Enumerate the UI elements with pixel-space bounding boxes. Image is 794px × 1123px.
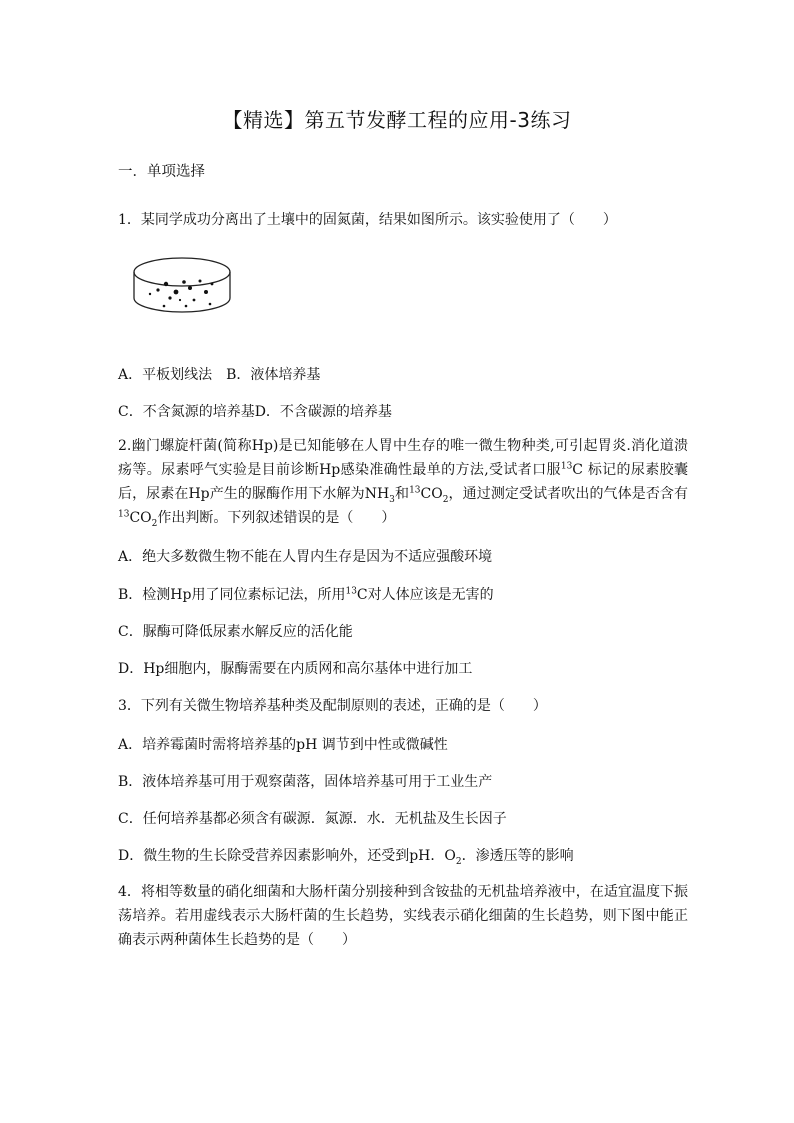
q2-option-b-text-2: C对人体应该是无害的	[356, 587, 494, 603]
q2-option-b	[118, 584, 494, 604]
q1-stem: 1．某同学成功分离出了土壤中的固氮菌，结果如图所示。该实验使用了（ ）	[118, 212, 617, 228]
q3-option-d-text: D．微生物的生长除受营养因素影响外，还受到pH．O	[118, 848, 456, 864]
dish-rim-top	[134, 258, 230, 286]
q3-option-d-sub: 2	[455, 856, 462, 867]
q1-option-ab: A．平板划线法 B．液体培养基	[118, 367, 321, 383]
q3-stem: 3．下列有关微生物培养基种类及配制原则的表述，正确的是（ ）	[118, 698, 547, 714]
q2-sub-2: 2	[442, 494, 449, 505]
q2-sup-1: 13	[560, 461, 573, 472]
q2-stem-text-3: 和	[394, 486, 410, 502]
q4-stem: 4．将相等数量的硝化细菌和大肠杆菌分别接种到含铵盐的无机盐培养液中，在适宜温度下振荡培养。若用虚线表示大肠杆菌的生长趋势，实线表示硝化细菌的生长趋势，则下图中能正确表示两种菌体生长趋势的是（ ）	[118, 884, 688, 948]
q1-option-cd: C．不含氮源的培养基D．不含碳源的培养基	[118, 404, 392, 420]
q2-stem-text-7: 作出判断。下列叙述错误的是（ ）	[157, 510, 396, 526]
q3-option-b: B．液体培养基可用于观察菌落，固体培养基可用于工业生产	[118, 774, 493, 790]
petri-dish-figure	[130, 254, 234, 322]
q2-option-d: D．Hp细胞内，脲酶需要在内质网和高尔基体中进行加工	[118, 661, 473, 677]
q2-option-c: C．脲酶可降低尿素水解反应的活化能	[118, 624, 353, 640]
page-title: 【精选】第五节发酵工程的应用-3练习	[222, 108, 572, 132]
q2-option-a: A．绝大多数微生物不能在人胃内生存是因为不适应强酸环境	[118, 549, 493, 565]
q2-sup-2: 13	[409, 485, 421, 496]
q2-stem-text-2: C 标记的尿素胶囊后，尿素在Hp产生的脲酶作用下水解为NH	[118, 462, 688, 502]
q2-option-b-text: B．检测Hp用了同位素标记法，所用	[118, 587, 346, 603]
q2-stem	[118, 434, 688, 530]
q3-option-c: C．任何培养基都必须含有碳源．氮源．水．无机盐及生长因子	[118, 811, 507, 827]
q2-stem-text-4: CO	[420, 486, 443, 502]
q3-option-d-text-2: ．渗透压等的影响	[461, 848, 574, 864]
section-heading: 一．单项选择	[118, 164, 205, 180]
q2-stem-text-1: 2.幽门螺旋杆菌(简称Hp)是已知能够在人胃中生存的唯一微生物种类,可引起胃炎.消化道溃疡等。尿素呼气实验是目前诊断Hp感染准确性最单的方法,受试者口服	[118, 438, 688, 478]
q3-option-a: A．培养霉菌时需将培养基的pH 调节到中性或微碱性	[118, 737, 448, 753]
q2-option-b-sup: 13	[345, 586, 357, 597]
dish-wall	[134, 272, 230, 312]
q2-sub-1: 3	[389, 494, 395, 505]
q2-sup-3: 13	[118, 509, 130, 520]
q2-stem-text-5: ，通过测定受试者吹出的气体是否含有	[448, 486, 688, 502]
q2-sub-3: 2	[151, 518, 158, 529]
q2-stem-text-6: CO	[129, 510, 152, 526]
q3-option-d	[118, 845, 574, 865]
